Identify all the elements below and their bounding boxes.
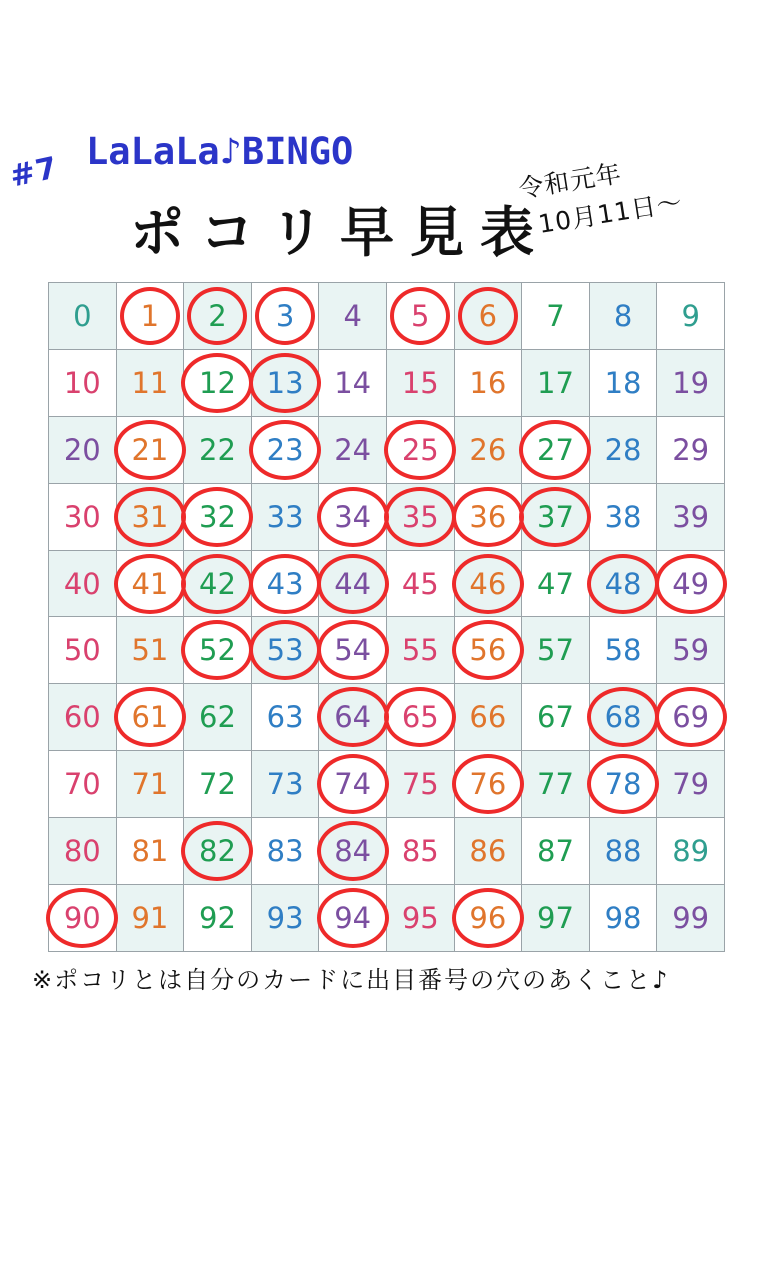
- number-cell[interactable]: [319, 416, 387, 483]
- number-cell-label: 77: [537, 767, 574, 802]
- number-cell-label: 35: [401, 499, 439, 534]
- number-cell-label: 4: [343, 298, 362, 333]
- number-cell-label: 82: [199, 834, 236, 869]
- number-cell-label: 80: [63, 834, 101, 869]
- number-cell-label: 15: [401, 365, 439, 400]
- number-cell-label: 83: [266, 834, 304, 869]
- number-cell-label: 61: [131, 700, 169, 735]
- number-cell[interactable]: [251, 617, 319, 684]
- number-cell[interactable]: [522, 885, 590, 952]
- number-cell[interactable]: [589, 483, 657, 550]
- number-cell-label: 37: [537, 499, 574, 534]
- number-cell[interactable]: [522, 684, 590, 751]
- number-cell-label: 48: [604, 566, 642, 601]
- number-cell[interactable]: [657, 483, 725, 550]
- number-grid: [48, 282, 725, 952]
- issue-number-tag: #7: [6, 150, 62, 195]
- number-cell[interactable]: [657, 818, 725, 885]
- header: [0, 0, 774, 275]
- date-annotation: [516, 131, 774, 243]
- number-cell[interactable]: [454, 483, 522, 550]
- number-cell[interactable]: [251, 818, 319, 885]
- number-cell[interactable]: [116, 751, 184, 818]
- number-cell[interactable]: [49, 416, 117, 483]
- number-cell-label: 30: [63, 499, 101, 534]
- number-cell[interactable]: [319, 818, 387, 885]
- number-cell-label: 52: [199, 633, 236, 668]
- number-cell[interactable]: [454, 617, 522, 684]
- number-cell-label: 10: [63, 365, 101, 400]
- number-cell[interactable]: [386, 751, 454, 818]
- number-cell[interactable]: [251, 416, 319, 483]
- number-cell-label: 85: [401, 834, 439, 869]
- number-cell-label: 40: [63, 566, 101, 601]
- number-cell-label: 2: [208, 298, 227, 333]
- number-cell-label: 63: [266, 700, 304, 735]
- number-cell-label: 36: [469, 499, 507, 534]
- number-cell-label: 22: [199, 432, 236, 467]
- number-cell[interactable]: [522, 349, 590, 416]
- number-cell-label: 12: [199, 365, 236, 400]
- number-cell-label: 66: [469, 700, 507, 735]
- number-cell[interactable]: [589, 416, 657, 483]
- number-cell[interactable]: [319, 550, 387, 617]
- number-cell-label: 87: [537, 834, 574, 869]
- number-cell[interactable]: [589, 617, 657, 684]
- number-cell-label: 13: [266, 365, 304, 400]
- number-cell-label: 21: [131, 432, 169, 467]
- number-cell-label: 71: [131, 767, 169, 802]
- number-grid-row: [49, 818, 725, 885]
- number-cell[interactable]: [319, 349, 387, 416]
- number-cell-label: 88: [604, 834, 642, 869]
- number-cell[interactable]: [251, 349, 319, 416]
- number-cell[interactable]: [319, 617, 387, 684]
- number-cell[interactable]: [657, 283, 725, 350]
- number-cell[interactable]: [589, 751, 657, 818]
- number-cell[interactable]: [657, 684, 725, 751]
- number-cell[interactable]: [522, 550, 590, 617]
- number-cell-label: 1: [140, 298, 160, 333]
- number-cell[interactable]: [49, 483, 117, 550]
- number-cell[interactable]: [184, 617, 252, 684]
- number-cell-label: 81: [131, 834, 169, 869]
- number-cell[interactable]: [116, 885, 184, 952]
- number-cell[interactable]: [184, 684, 252, 751]
- footnote: ※ポコリとは自分のカードに出目番号の穴のあくこと♪: [32, 966, 670, 994]
- number-cell-label: 34: [334, 499, 372, 534]
- number-cell[interactable]: [116, 550, 184, 617]
- number-cell[interactable]: [454, 349, 522, 416]
- number-cell[interactable]: [522, 751, 590, 818]
- number-cell[interactable]: [251, 550, 319, 617]
- number-cell[interactable]: [49, 684, 117, 751]
- number-cell[interactable]: [251, 684, 319, 751]
- number-cell-label: 3: [275, 298, 295, 333]
- number-cell[interactable]: [386, 818, 454, 885]
- number-cell[interactable]: [116, 349, 184, 416]
- number-cell-label: 19: [672, 365, 710, 400]
- number-cell[interactable]: [589, 349, 657, 416]
- number-cell-label: 68: [604, 700, 642, 735]
- number-cell-label: 58: [604, 633, 642, 668]
- number-cell[interactable]: [184, 751, 252, 818]
- number-cell-label: 93: [266, 901, 304, 935]
- number-cell[interactable]: [319, 283, 387, 350]
- number-grid-row: [49, 684, 725, 751]
- number-cell[interactable]: [386, 617, 454, 684]
- number-cell-label: 94: [334, 901, 372, 935]
- number-cell-label: 72: [199, 767, 236, 802]
- number-grid-row: [49, 349, 725, 416]
- number-cell[interactable]: [386, 283, 454, 350]
- number-cell-label: 91: [131, 901, 169, 935]
- number-cell[interactable]: [116, 684, 184, 751]
- number-cell[interactable]: [386, 416, 454, 483]
- number-cell-label: 73: [266, 767, 304, 802]
- number-cell[interactable]: [386, 885, 454, 952]
- number-cell-label: 92: [199, 901, 236, 935]
- number-cell-label: 7: [546, 298, 565, 333]
- number-cell-label: 8: [613, 298, 633, 333]
- number-cell-label: 17: [537, 365, 574, 400]
- number-cell-label: 27: [537, 432, 574, 467]
- number-grid-row: [49, 751, 725, 818]
- brand-title: LaLaLa♪BINGO: [86, 130, 354, 173]
- number-cell-label: 79: [672, 767, 710, 802]
- number-cell-label: 26: [469, 432, 507, 467]
- number-cell-label: 70: [63, 767, 101, 802]
- number-cell-label: 65: [401, 700, 439, 735]
- number-cell-label: 5: [411, 298, 430, 333]
- number-cell[interactable]: [184, 550, 252, 617]
- number-cell-label: 45: [401, 566, 439, 601]
- number-cell-label: 84: [334, 834, 372, 869]
- number-cell[interactable]: [116, 483, 184, 550]
- number-cell-label: 62: [199, 700, 236, 735]
- number-cell-label: 31: [131, 499, 169, 534]
- number-cell-label: 38: [604, 499, 642, 534]
- number-cell-label: 24: [334, 432, 372, 467]
- number-cell-label: 59: [672, 633, 710, 668]
- number-cell[interactable]: [184, 818, 252, 885]
- number-cell[interactable]: [386, 684, 454, 751]
- number-cell[interactable]: [184, 885, 252, 952]
- number-cell[interactable]: [319, 684, 387, 751]
- number-cell[interactable]: [522, 818, 590, 885]
- number-cell-label: 98: [604, 901, 642, 935]
- number-cell-label: 56: [469, 633, 507, 668]
- number-cell-label: 78: [604, 767, 642, 802]
- number-cell-label: 33: [266, 499, 304, 534]
- number-cell-label: 55: [401, 633, 439, 668]
- date-day-label: 10月11日〜: [536, 187, 685, 239]
- number-cell-label: 69: [672, 700, 710, 735]
- number-cell[interactable]: [49, 885, 117, 952]
- date-era-label: 令和元年: [516, 158, 624, 204]
- number-cell[interactable]: [184, 483, 252, 550]
- number-cell[interactable]: [522, 617, 590, 684]
- number-cell[interactable]: [657, 349, 725, 416]
- number-cell-label: 57: [537, 633, 574, 668]
- number-cell-label: 95: [401, 901, 439, 935]
- number-cell[interactable]: [454, 283, 522, 350]
- number-cell[interactable]: [251, 483, 319, 550]
- number-cell[interactable]: [589, 550, 657, 617]
- number-cell[interactable]: [589, 684, 657, 751]
- number-cell[interactable]: [319, 751, 387, 818]
- number-cell-label: 29: [672, 432, 710, 467]
- number-cell-label: 54: [334, 633, 372, 668]
- number-cell[interactable]: [184, 349, 252, 416]
- number-cell-label: 20: [63, 432, 101, 467]
- number-cell-label: 67: [537, 700, 574, 735]
- number-cell-label: 97: [537, 901, 574, 935]
- number-cell[interactable]: [589, 885, 657, 952]
- number-cell[interactable]: [49, 349, 117, 416]
- number-cell[interactable]: [251, 283, 319, 350]
- number-cell[interactable]: [454, 550, 522, 617]
- number-grid-row: [49, 617, 725, 684]
- number-cell[interactable]: [116, 283, 184, 350]
- number-grid-row: [49, 550, 725, 617]
- number-grid-row: [49, 416, 725, 483]
- number-cell[interactable]: [319, 483, 387, 550]
- number-cell[interactable]: [454, 416, 522, 483]
- number-cell-label: 60: [63, 700, 101, 735]
- number-cell-label: 86: [469, 834, 507, 869]
- number-cell[interactable]: [522, 283, 590, 350]
- number-cell-label: 64: [334, 700, 372, 735]
- number-cell[interactable]: [116, 416, 184, 483]
- number-cell-label: 51: [131, 633, 169, 668]
- number-grid-row: [49, 283, 725, 350]
- number-grid-row: [49, 483, 725, 550]
- number-cell[interactable]: [522, 483, 590, 550]
- number-cell-label: 18: [604, 365, 642, 400]
- number-cell-label: 42: [199, 566, 236, 601]
- number-cell[interactable]: [454, 818, 522, 885]
- number-cell[interactable]: [386, 349, 454, 416]
- number-cell-label: 50: [63, 633, 101, 668]
- number-grid-container: [48, 282, 725, 952]
- number-cell[interactable]: [116, 818, 184, 885]
- number-cell[interactable]: [589, 818, 657, 885]
- number-cell[interactable]: [657, 617, 725, 684]
- number-cell-label: 39: [672, 499, 710, 534]
- number-cell[interactable]: [657, 885, 725, 952]
- number-cell[interactable]: [116, 617, 184, 684]
- page-title: ポコリ早見表: [130, 201, 550, 264]
- number-cell-label: 6: [478, 298, 498, 333]
- number-cell-label: 28: [604, 432, 642, 467]
- number-cell-label: 53: [266, 633, 304, 668]
- number-cell-label: 43: [266, 566, 304, 601]
- number-cell[interactable]: [657, 416, 725, 483]
- number-cell-label: 32: [199, 499, 236, 534]
- number-cell[interactable]: [522, 416, 590, 483]
- number-cell[interactable]: [49, 617, 117, 684]
- number-cell-label: 14: [334, 365, 372, 400]
- number-cell-label: 96: [469, 901, 507, 935]
- number-cell-label: 41: [131, 566, 169, 601]
- number-cell[interactable]: [49, 550, 117, 617]
- number-cell-label: 46: [469, 566, 507, 601]
- number-cell[interactable]: [454, 885, 522, 952]
- number-cell[interactable]: [251, 751, 319, 818]
- number-cell[interactable]: [386, 483, 454, 550]
- number-cell[interactable]: [251, 885, 319, 952]
- number-cell-label: 16: [469, 365, 507, 400]
- number-cell-label: 89: [672, 834, 710, 869]
- number-cell-label: 9: [681, 298, 700, 333]
- number-cell-label: 49: [672, 566, 710, 601]
- number-cell-label: 44: [334, 566, 372, 601]
- number-cell[interactable]: [657, 751, 725, 818]
- number-cell[interactable]: [589, 283, 657, 350]
- number-cell-label: 74: [334, 767, 372, 802]
- number-grid-body: [49, 283, 725, 952]
- number-cell[interactable]: [454, 684, 522, 751]
- number-cell[interactable]: [184, 416, 252, 483]
- number-cell-label: 75: [401, 767, 439, 802]
- number-cell[interactable]: [49, 751, 117, 818]
- number-cell-label: 23: [266, 432, 304, 467]
- number-cell[interactable]: [386, 550, 454, 617]
- number-cell[interactable]: [49, 283, 117, 350]
- number-cell-label: 0: [73, 298, 92, 333]
- number-cell[interactable]: [319, 885, 387, 952]
- number-cell-label: 25: [401, 432, 439, 467]
- number-cell-label: 47: [537, 566, 574, 601]
- number-grid-row: [49, 885, 725, 952]
- number-cell[interactable]: [454, 751, 522, 818]
- number-cell-label: 76: [469, 767, 507, 802]
- number-cell[interactable]: [657, 550, 725, 617]
- number-cell-label: 11: [131, 365, 169, 400]
- number-cell-label: 90: [63, 901, 101, 935]
- number-cell[interactable]: [49, 818, 117, 885]
- number-cell-label: 99: [672, 901, 710, 935]
- number-cell[interactable]: [184, 283, 252, 350]
